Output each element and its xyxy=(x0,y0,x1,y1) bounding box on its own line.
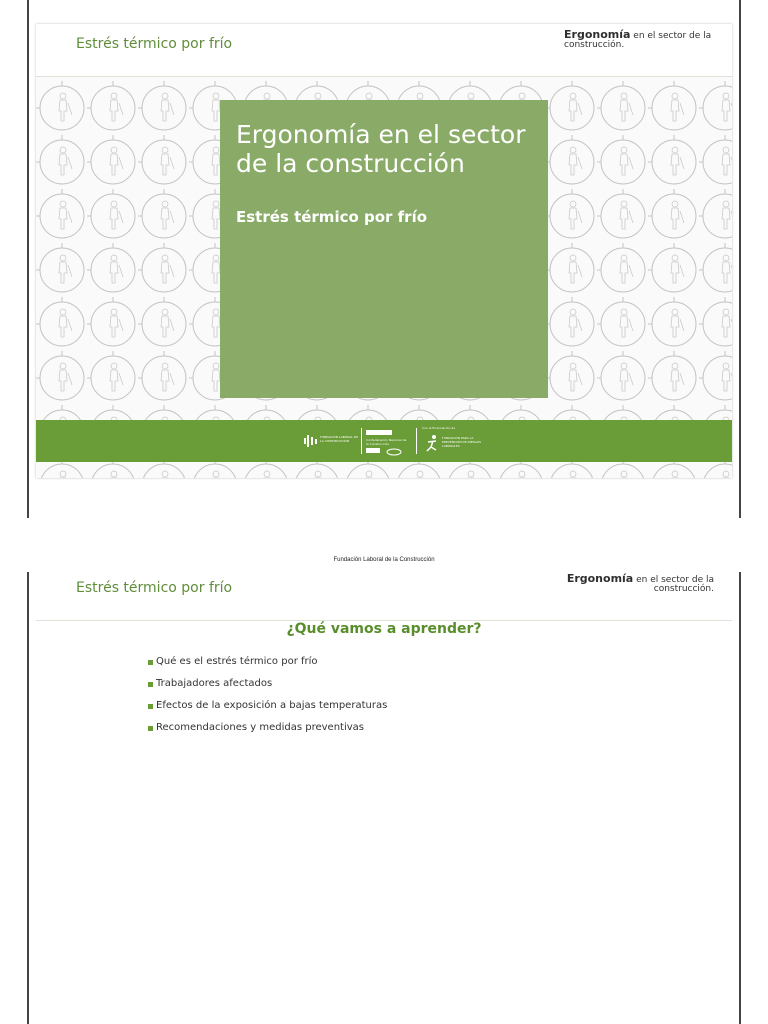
cover-title: Ergonomía en el sector de la construcción xyxy=(236,120,526,178)
flc-logo-text: FUNDACIÓN LABORAL DE LA CONSTRUCCIÓN xyxy=(320,435,358,443)
fprl-logo xyxy=(422,426,482,456)
brand-rest: en el sector de la construcción. xyxy=(564,31,712,50)
list-item xyxy=(148,656,387,667)
list-item-text: Qué es el estrés térmico por frío xyxy=(156,656,318,667)
left-edge-line xyxy=(27,0,29,518)
bullet-square-icon xyxy=(148,660,153,665)
list-item-text: Recomendaciones y medidas preventivas xyxy=(156,722,364,733)
right-edge-line-2 xyxy=(739,572,741,1024)
list-item-text: Trabajadores afectados xyxy=(156,678,273,689)
slide-header-title: Estrés térmico por frío xyxy=(76,36,233,52)
slide-header xyxy=(36,568,732,621)
sponsor-footer-band xyxy=(36,420,732,462)
flc-logo xyxy=(304,426,364,456)
list-item xyxy=(148,700,387,711)
cover-subtitle: Estrés térmico por frío xyxy=(236,208,428,226)
bullet-square-icon xyxy=(148,682,153,687)
list-item-text: Efectos de la exposición a bajas temperaturas xyxy=(156,700,388,711)
fprl-logo-text: FUNDACIÓN PARA LA PREVENCIÓN DE RIESGOS LABORALES xyxy=(442,436,482,448)
left-edge-line-2 xyxy=(27,572,29,1024)
flc-bars-icon xyxy=(304,434,318,448)
list-item xyxy=(148,678,387,689)
fprl-caption: Con la financiación de xyxy=(422,426,456,430)
bullet-square-icon xyxy=(148,704,153,709)
logo-separator xyxy=(361,428,362,454)
bullet-square-icon xyxy=(148,726,153,731)
list-item xyxy=(148,722,387,733)
cnc-mark xyxy=(366,430,392,435)
cnc-sub-mark xyxy=(366,448,380,453)
brand-rest: en el sector de la construcción. xyxy=(633,575,714,594)
right-edge-line xyxy=(739,0,741,518)
brand-tagline xyxy=(564,30,714,50)
brand-bold: Ergonomía xyxy=(564,28,631,41)
slide-header xyxy=(36,24,732,77)
running-figure-icon xyxy=(424,434,440,452)
cover-title-box xyxy=(220,100,548,398)
ugt-logo-icon xyxy=(386,448,402,456)
cnc-logo xyxy=(366,426,410,456)
cnc-logo-text: Confederación Nacional de la Construcción xyxy=(366,438,407,446)
brand-tagline xyxy=(564,574,714,594)
slide-header-title: Estrés térmico por frío xyxy=(76,580,233,596)
page-caption: Fundación Laboral de la Construcción xyxy=(333,557,435,563)
brand-bold: Ergonomía xyxy=(566,572,634,585)
content-slide xyxy=(36,568,732,1024)
section-title: ¿Qué vamos a aprender? xyxy=(286,621,482,637)
bullet-list xyxy=(148,656,387,744)
cover-slide xyxy=(36,24,732,478)
logo-separator-2 xyxy=(416,428,417,454)
